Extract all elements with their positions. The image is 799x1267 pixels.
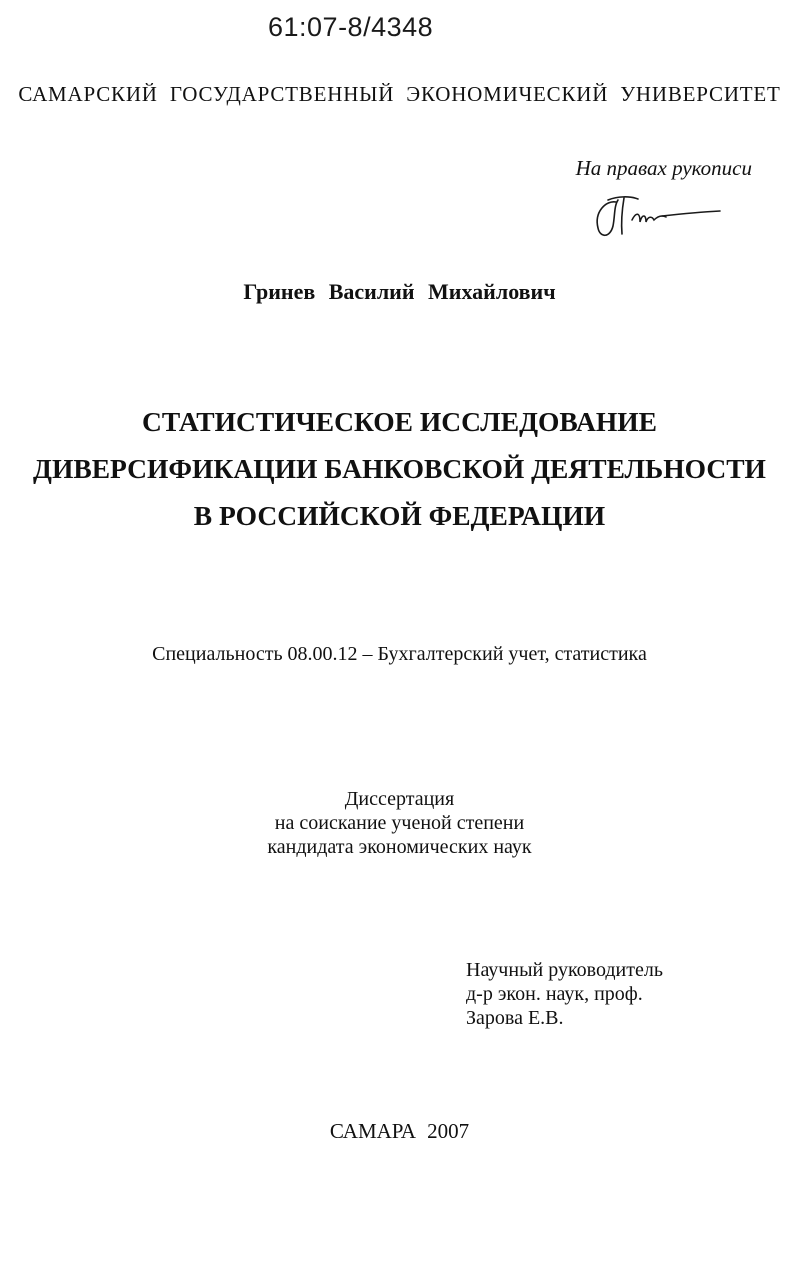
handwritten-signature bbox=[588, 190, 723, 242]
author-name: Гринев Василий Михайлович bbox=[243, 279, 556, 304]
supervisor-block bbox=[466, 958, 663, 1030]
degree-statement bbox=[0, 787, 799, 859]
supervisor-role: Научный руководитель bbox=[466, 959, 663, 981]
city-and-year: САМАРА 2007 bbox=[329, 1119, 470, 1143]
dissertation-title bbox=[0, 398, 799, 539]
specialty-line: Специальность 08.00.12 – Бухгалтерский учет, статистика bbox=[152, 643, 647, 665]
degree-line-2: на соискание ученой степени bbox=[274, 812, 525, 834]
archive-stamp-number: 61:07-8/4348 bbox=[268, 12, 434, 42]
university-name: САМАРСКИЙ ГОСУДАРСТВЕННЫЙ ЭКОНОМИЧЕСКИЙ УНИВЕРСИТЕТ bbox=[18, 82, 781, 106]
title-line-2: ДИВЕРСИФИКАЦИИ БАНКОВСКОЙ ДЕЯТЕЛЬНОСТИ bbox=[33, 453, 766, 484]
supervisor-name: Зарова Е.В. bbox=[466, 1007, 564, 1029]
supervisor-degree: д-р экон. наук, проф. bbox=[466, 983, 643, 1005]
title-line-3: В РОССИЙСКОЙ ФЕДЕРАЦИИ bbox=[193, 500, 606, 531]
degree-line-3: кандидата экономических наук bbox=[267, 836, 532, 858]
degree-line-1: Диссертация bbox=[344, 788, 455, 810]
manuscript-rights-note: На правах рукописи bbox=[575, 156, 752, 180]
title-line-1: СТАТИСТИЧЕСКОЕ ИССЛЕДОВАНИЕ bbox=[141, 406, 657, 437]
